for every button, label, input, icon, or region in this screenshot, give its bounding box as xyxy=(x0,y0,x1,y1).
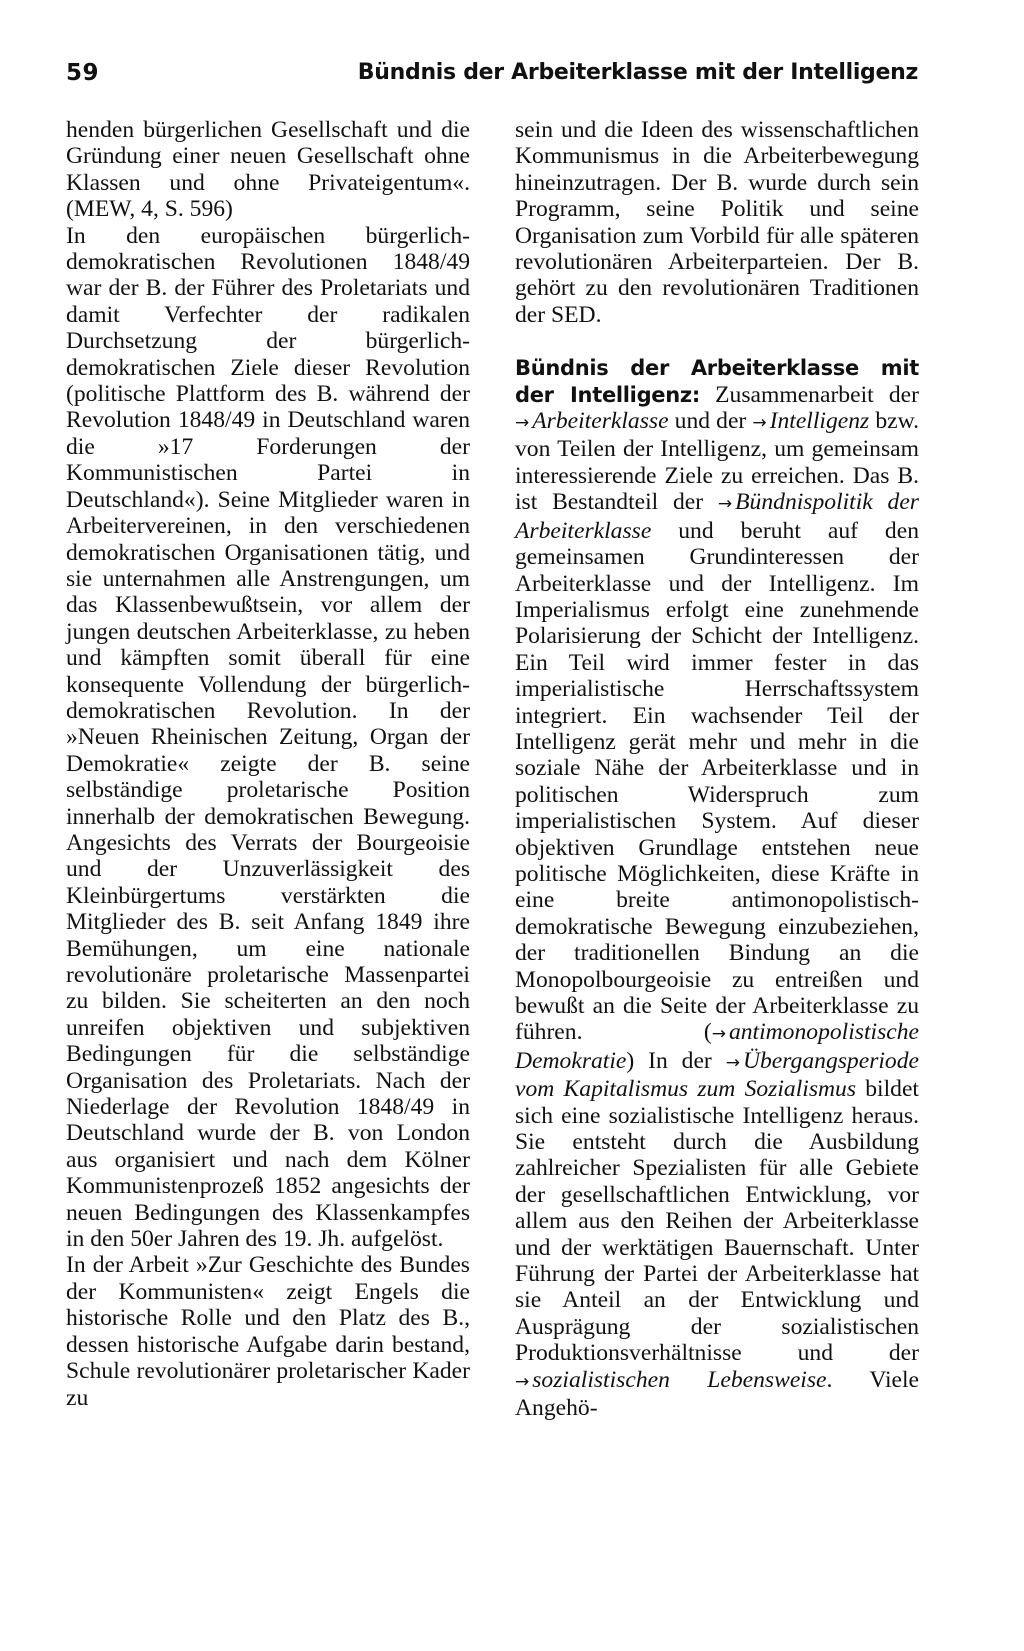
cross-reference-link[interactable]: Arbeiterklasse xyxy=(532,408,669,435)
page-number: 59 xyxy=(66,60,100,86)
cross-reference-arrow-icon: → xyxy=(515,413,530,434)
entry-text: Zusammenarbeit der xyxy=(699,381,919,408)
entry-text: . Viele Angehö- xyxy=(515,1366,919,1422)
left-column xyxy=(66,117,470,1411)
paragraph: henden bürgerlichen Gesellschaft und die Gründung einer neuen Gesellschaft ohne Klassen und ohne Privateigentum«. (MEW, 4, S. 596) xyxy=(66,117,470,223)
cross-reference-link[interactable]: Bündnispolitik der Arbeiterklasse xyxy=(515,489,919,544)
entry-text: ) In der xyxy=(626,1047,726,1074)
cross-reference-link[interactable]: antimonopolistische Demokratie xyxy=(515,1019,919,1074)
cross-reference-link[interactable]: sozialistischen Lebensweise xyxy=(532,1366,827,1393)
entry-text: bildet sich eine sozialistische Intelligenz heraus. Sie entsteht durch die Ausbildung zahlreicher Spezialisten für alle Gebiete der gesellschaftlichen Entwicklung, vor allem aus den Reihen der Arbeiterklasse und der werktätigen Bauernschaft. Unter Führung der Partei der Arbeiterklasse hat sie Anteil an der Entwicklung und Ausprägung der sozialistischen Produktionsverhältnisse und der xyxy=(515,1076,919,1367)
paragraph: In den europäischen bürgerlich-demokratischen Revolutionen 1848/49 war der B. der Führer des Proletariats und damit Verfechter der radikalen Durchsetzung der bürgerlich-demokratischen Ziele dieser Revolution (politische Plattform des B. während der Revolution 1848/49 in Deutschland waren die »17 Forderungen der Kommunistischen Partei in Deutschland«). Seine Mitglieder waren in Arbeitervereinen, in den verschiedenen demokratischen Organisationen tätig, und sie unternahmen alle Anstrengungen, um das Klassenbewußtsein, vor allem der jungen deutschen Arbeiterklasse, zu heben und kämpften somit überall für eine konsequente Vollendung der bürgerlich-demokratischen Revolution. In der »Neuen Rheinischen Zeitung, Organ der Demokratie« zeigte der B. seine selbständige proletarische Position innerhalb der demokratischen Bewegung. Angesichts des Verrats der Bourgeoisie und der Unzuverlässigkeit des Kleinbürgertums verstärkten die Mitglieder des B. seit Anfang 1849 ihre Bemühungen, um eine nationale revolutionäre proletarische Massenpartei zu bilden. Sie scheiterten an den noch unreifen objektiven und subjektiven Bedingungen für die selbständige Organisation des Proletariats. Nach der Niederlage der Revolution 1848/49 in Deutschland wurde der B. von London aus organisiert und nach dem Kölner Kommunistenprozeß 1852 angesichts der neuen Bedingungen des Klassenkampfes in den 50er Jahren des 19. Jh. aufgelöst. xyxy=(66,222,470,1253)
page-header xyxy=(66,60,918,100)
cross-reference-arrow-icon: → xyxy=(515,1371,530,1392)
cross-reference-link[interactable]: Übergangsperiode vom Kapitalismus zum Sozialismus xyxy=(515,1047,919,1103)
cross-reference-link[interactable]: Intelligenz xyxy=(769,408,870,435)
dictionary-entry xyxy=(515,355,919,1421)
entry-text: bzw. von Teilen der Intelligenz, um gemeinsam interessierende Ziele zu erreichen. Das B. ist Bestandteil der xyxy=(515,408,919,516)
paragraph: In der Arbeit »Zur Geschichte des Bundes der Kommunisten« zeigt Engels die historische Rolle und den Platz des B., dessen historische Aufgabe darin bestand, Schule revolutionärer proletarischer Kader zu xyxy=(66,1252,470,1411)
running-head: Bündnis der Arbeiterklasse mit der Intelligenz xyxy=(357,60,918,85)
entry-text: und der xyxy=(668,408,753,435)
cross-reference-arrow-icon: → xyxy=(752,413,767,434)
entry-text: und beruht auf den gemeinsamen Grundinteressen der Arbeiterklasse und der Intelligenz. Im Imperialismus erfolgt eine zunehmende Polarisierung der Schicht der Intelligenz. Ein Teil wird immer fester in das imperialistische Herrschaftssystem integriert. Ein wachsender Teil der Intelligenz gerät mehr und mehr in die soziale Nähe der Arbeiterklasse und in politischen Widerspruch zum imperialistischen System. Auf dieser objektiven Grundlage entstehen neue politische Möglichkeiten, diese Kräfte in eine breite antimonopolistisch-demokratische Bewegung einzubeziehen, der traditionellen Bindung an die Monopolbourgeoisie zu entreißen und bewußt an die Seite der Arbeiterklasse zu führen. ( xyxy=(515,517,919,1046)
paragraph: sein und die Ideen des wissenschaftlichen Kommunismus in die Arbeiterbewegung hineinzutragen. Der B. wurde durch sein Programm, seine Politik und seine Organisation zum Vorbild für alle späteren revolutionären Arbeiterparteien. Der B. gehört zu den revolutionären Traditionen der SED. xyxy=(515,117,919,328)
entry-headword: Bündnis der Arbeiterklasse mit der Intelligenz: xyxy=(515,356,919,407)
cross-reference-arrow-icon: → xyxy=(725,1052,740,1073)
right-column xyxy=(515,117,919,1422)
cross-reference-arrow-icon: → xyxy=(717,494,733,515)
cross-reference-arrow-icon: → xyxy=(711,1024,726,1045)
